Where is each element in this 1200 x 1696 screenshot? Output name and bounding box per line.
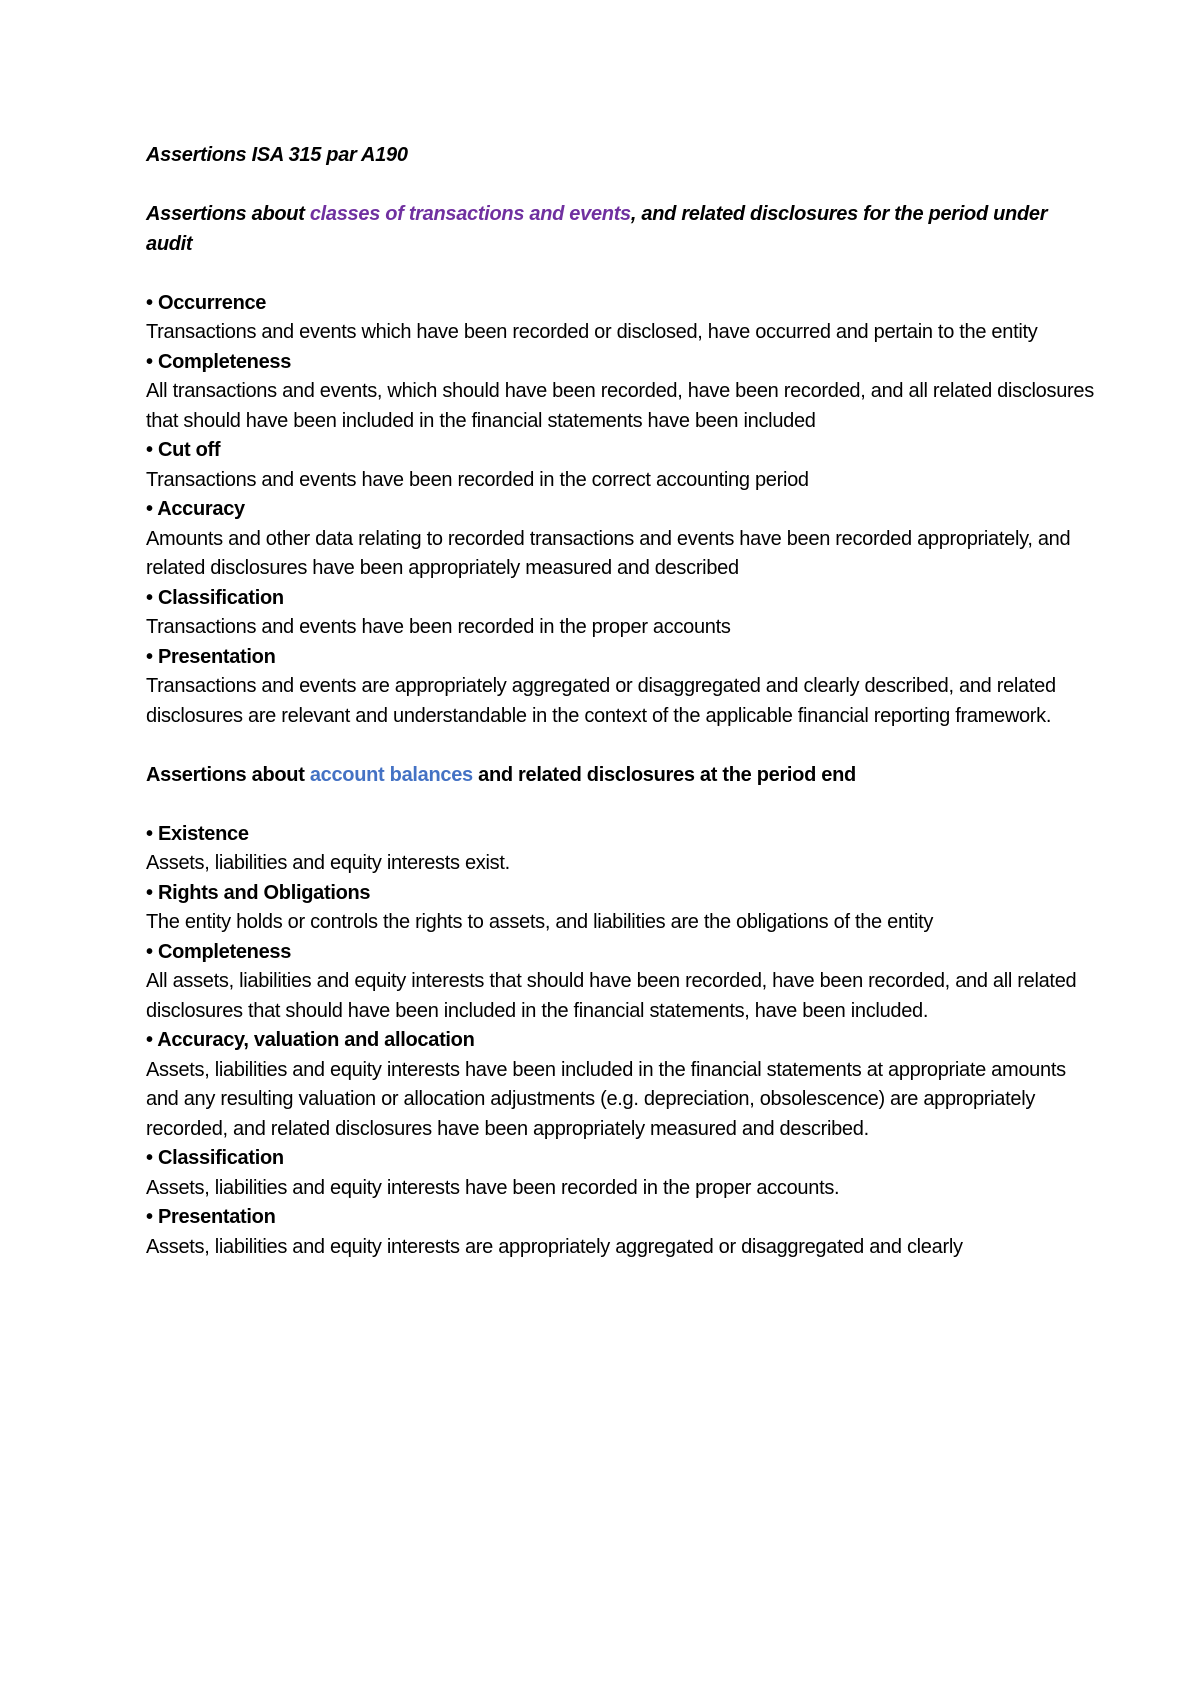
section2-item-text: Assets, liabilities and equity interests exist. — [146, 852, 510, 874]
document-page — [146, 141, 1096, 1262]
section1-item-title: • Classification — [146, 586, 284, 609]
section2-item-text: All assets, liabilities and equity interests that should have been recorded, have been recorded, and all related disclosures that should have been included in the financial statements, have been included. — [146, 970, 1077, 1022]
section1-item-title: • Accuracy — [146, 498, 245, 520]
spacer — [146, 731, 1096, 761]
section2-heading — [146, 761, 1096, 791]
section1-item-text: All transactions and events, which should have been recorded, have been recorded, and all related disclosures that should have been included in the financial statements have been included — [146, 380, 1094, 432]
section1-item-text: Transactions and events have been recorded in the proper accounts — [146, 616, 731, 638]
section1-item-text: Transactions and events are appropriately aggregated or disaggregated and clearly described, and related disclosures are relevant and understandable in the context of the applicable financial reporting framework. — [146, 675, 1056, 727]
section1-item-title: • Occurrence — [146, 291, 267, 314]
section2-item-title: • Presentation — [146, 1206, 276, 1228]
section1-item-text: Transactions and events have been recorded in the correct accounting period — [146, 468, 809, 491]
section2-item-title: • Accuracy, valuation and allocation — [146, 1029, 475, 1051]
section2-item-title: • Classification — [146, 1147, 284, 1169]
section2-item-title: • Existence — [146, 822, 249, 845]
section1-heading — [146, 200, 1096, 259]
section1-list — [146, 289, 1096, 732]
section2-heading-prefix: Assertions about — [146, 763, 310, 786]
section1-item-title: • Presentation — [146, 645, 276, 668]
section1-heading-suffix: , and related disclosures for the period under audit — [146, 203, 1048, 255]
section2-item-text: Assets, liabilities and equity interests are appropriately aggregated or disaggregated and clearly — [146, 1235, 963, 1258]
section1-item-text: Amounts and other data relating to recorded transactions and events have been recorded appropriately, and related disclosures have been appropriately measured and described — [146, 527, 1071, 579]
document-title: Assertions ISA 315 par A190 — [146, 144, 408, 166]
section2-item-title: • Rights and Obligations — [146, 881, 371, 904]
section1-item-title: • Completeness — [146, 350, 292, 373]
section2-item-text: Assets, liabilities and equity interests have been included in the financial statements at appropriate amounts and any resulting valuation or allocation adjustments (e.g. depreciation, obsolescence) are appropriately recorded, and related disclosures have been appropriately measured and described. — [146, 1058, 1066, 1140]
section2-heading-suffix: and related disclosures at the period end — [472, 763, 856, 786]
spacer — [146, 171, 1096, 201]
section2-item-text: Assets, liabilities and equity interests have been recorded in the proper accounts. — [146, 1176, 840, 1199]
section2-list — [146, 820, 1096, 1263]
section2-item-text: The entity holds or controls the rights to assets, and liabilities are the obligations of the entity — [146, 911, 934, 933]
spacer — [146, 790, 1096, 820]
spacer — [146, 259, 1096, 289]
section1-item-text: Transactions and events which have been recorded or disclosed, have occurred and pertain to the entity — [146, 321, 1038, 343]
section1-heading-prefix: Assertions about — [146, 203, 310, 225]
section2-item-title: • Completeness — [146, 940, 292, 963]
section2-heading-highlight: account balances — [309, 763, 473, 786]
section1-item-title: • Cut off — [146, 439, 221, 461]
section1-heading-highlight: classes of transactions and events — [309, 203, 631, 225]
